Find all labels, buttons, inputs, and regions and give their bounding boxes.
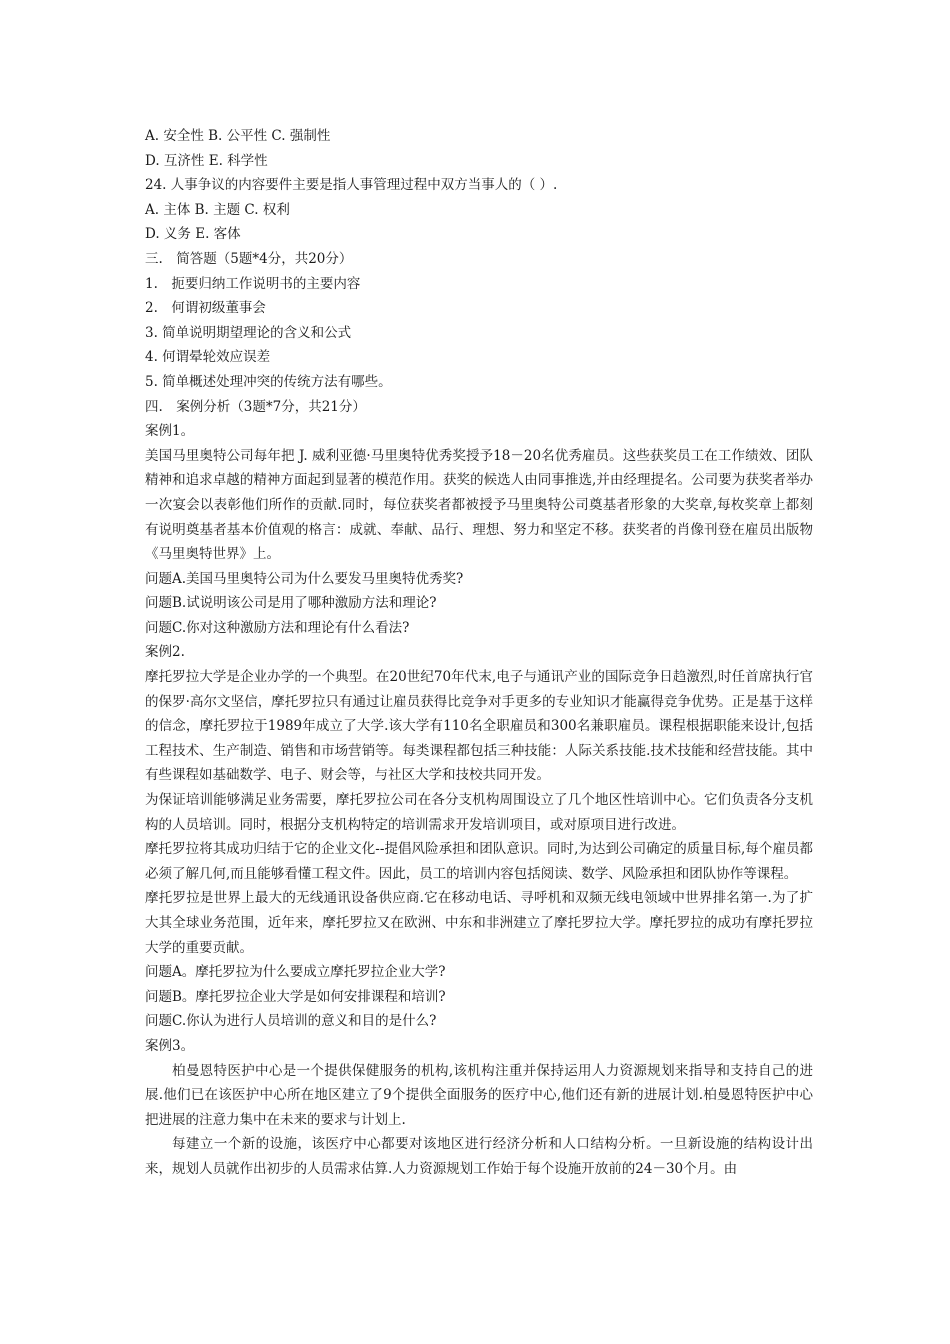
case-1-heading: 案例1。 [145, 423, 195, 440]
case-2-heading: 案例2. [145, 644, 185, 661]
case-2-question-a: 问题A。摩托罗拉为什么要成立摩托罗拉企业大学? [145, 964, 446, 981]
text-line: A. 主体 B. 主题 C. 权利 [145, 201, 290, 218]
case-1-question-c: 问题C.你对这种激励方法和理论有什么看法? [145, 619, 410, 636]
question-24: 24. 人事争议的内容要件主要是指人事管理过程中双方当事人的（ ）. [145, 177, 558, 194]
short-answer-4: 4. 何谓晕轮效应误差 [145, 349, 271, 366]
case-3-heading: 案例3。 [145, 1037, 195, 1054]
section-heading-short-answer: 三. 简答题（5题*4分，共20分） [145, 250, 353, 267]
case-3-paragraph-1: 柏曼恩特医护中心是一个提供保健服务的机构,该机构注重并保持运用人力资源规划来指导和支持自己的进展.他们已在该医护中心所在地区建立了9个提供全面服务的医疗中心,他们还有新的进展计划.柏曼恩特医护中心把进展的注意力集中在未来的要求与计划上. [145, 1062, 813, 1128]
short-answer-5: 5. 简单概述处理冲突的传统方法有哪些。 [145, 373, 392, 390]
case-1-paragraph: 美国马里奥特公司每年把 J. 威利亚德·马里奥特优秀奖授予18－20名优秀雇员。这些获奖员工在工作绩效、团队精神和追求卓越的精神方面起到显著的模范作用。获奖的候选人由同事推选,并由经理提名。公司要为获奖者举办一次宴会以表彰他们所作的贡献.同时，每位获奖者都被授予马里奥特公司奠基者形象的大奖章,每枚奖章上都刻有说明奠基者基本价值观的格言：成就、奉献、品行、理想、努力和坚定不移。获奖者的肖像刊登在雇员出版物《马里奥特世界》上。 [145, 447, 813, 563]
short-answer-3: 3. 简单说明期望理论的含义和公式 [145, 324, 352, 341]
case-3-paragraph-2: 每建立一个新的设施，该医疗中心都要对该地区进行经济分析和人口结构分析。一旦新设施的结构设计出来，规划人员就作出初步的人员需求估算.人力资源规划工作始于每个设施开放前的24－30个月。由 [145, 1136, 813, 1177]
text-line: D. 互济性 E. 科学性 [145, 152, 268, 169]
case-1-question-b: 问题B.试说明该公司是用了哪种激励方法和理论? [145, 595, 437, 612]
short-answer-1: 1. 扼要归纳工作说明书的主要内容 [145, 275, 361, 292]
text-line: A. 安全性 B. 公平性 C. 强制性 [145, 128, 331, 144]
case-2-paragraph-2: 为保证培训能够满足业务需要，摩托罗拉公司在各分支机构周围设立了几个地区性培训中心。它们负责各分支机构的人员培训。同时，根据分支机构特定的培训需求开发培训项目，或对原项目进行改进。 [145, 792, 813, 833]
case-2-paragraph-1: 摩托罗拉大学是企业办学的一个典型。在20世纪70年代末,电子与通讯产业的国际竞争日趋激烈,时任首席执行官的保罗·高尔文坚信，摩托罗拉只有通过让雇员获得比竞争对手更多的专业知识才能赢得竞争优势。正是基于这样的信念，摩托罗拉于1989年成立了大学.该大学有110名全职雇员和300名兼职雇员。课程根据职能来设计,包括工程技术、生产制造、销售和市场营销等。每类课程都包括三种技能：人际关系技能.技术技能和经营技能。其中有些课程如基础数学、电子、财会等，与社区大学和技校共同开发。 [145, 669, 814, 784]
case-2-question-b: 问题B。摩托罗拉企业大学是如何安排课程和培训? [145, 988, 446, 1005]
document-body [145, 124, 813, 1182]
section-heading-case-analysis: 四. 案例分析（3题*7分，共21分） [145, 398, 366, 415]
case-2-question-c: 问题C.你认为进行人员培训的意义和目的是什么? [145, 1013, 437, 1030]
case-2-paragraph-3: 摩托罗拉将其成功归结于它的企业文化--提倡风险承担和团队意识。同时,为达到公司确定的质量目标,每个雇员都必须了解几何,而且能够看懂工程文件。因此，员工的培训内容包括阅读、数学、风险承担和团队协作等课程。 [145, 841, 813, 882]
text-line: D. 义务 E. 客体 [145, 226, 241, 243]
case-2-paragraph-4: 摩托罗拉是世界上最大的无线通讯设备供应商.它在移动电话、寻呼机和双频无线电领域中世界排名第一.为了扩大其全球业务范围，近年来，摩托罗拉又在欧洲、中东和非洲建立了摩托罗拉大学。摩托罗拉的成功有摩托罗拉大学的重要贡献。 [145, 890, 813, 956]
case-1-question-a: 问题A.美国马里奥特公司为什么要发马里奥特优秀奖? [145, 570, 464, 587]
short-answer-2: 2. 何谓初级董事会 [145, 300, 266, 317]
